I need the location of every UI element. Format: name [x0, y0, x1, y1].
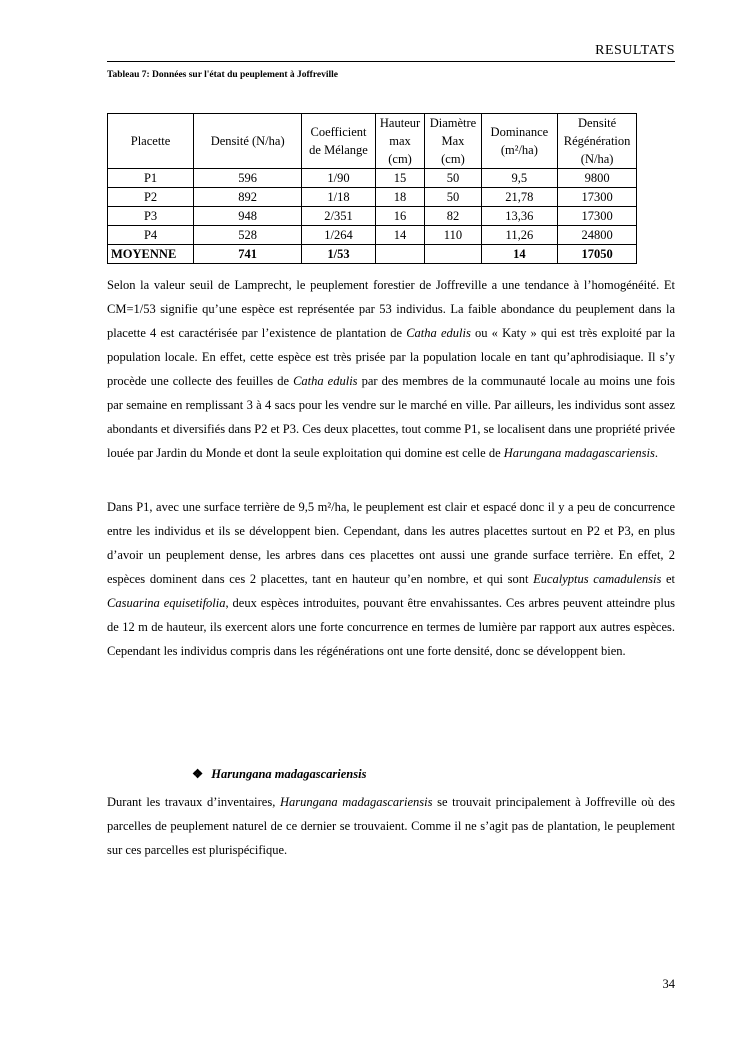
text-run: .	[654, 446, 658, 460]
table-cell: 50	[425, 169, 481, 188]
table-cell: 82	[425, 207, 481, 226]
table-cell: P4	[108, 226, 194, 245]
species-name: Harungana madagascariensis	[279, 795, 433, 809]
table-cell: 17300	[558, 188, 637, 207]
paragraph-harungana	[107, 790, 675, 862]
species-name: Catha edulis	[406, 326, 471, 340]
table-cell: 528	[194, 226, 302, 245]
paragraph-competition	[107, 495, 675, 663]
column-header: Densité (N/ha)	[194, 114, 302, 169]
table-cell: 50	[425, 188, 481, 207]
table-cell: 1/18	[302, 188, 376, 207]
text-run: ou « Katy » qui est très exploité par la population locale. En effet, cette espèce est très prisée par la population locale en tant qu’aphrodisiaque. Il s’y procède une collecte des feuilles de	[107, 326, 675, 388]
mean-label: MOYENNE	[108, 245, 194, 264]
table-cell: 9,5	[481, 169, 558, 188]
section-header: RESULTATS	[107, 42, 675, 62]
table-cell: 9800	[558, 169, 637, 188]
text-run: et	[661, 572, 675, 586]
table-cell: 16	[375, 207, 425, 226]
column-header: Placette	[108, 114, 194, 169]
table-cell: 596	[194, 169, 302, 188]
table-cell: 11,26	[481, 226, 558, 245]
column-header: Dominance (m²/ha)	[481, 114, 558, 169]
mean-row	[108, 245, 637, 264]
table-cell: 110	[425, 226, 481, 245]
column-header: Densité Régénération (N/ha)	[558, 114, 637, 169]
data-table	[107, 113, 637, 264]
table-row	[108, 226, 637, 245]
species-name: Catha edulis	[293, 374, 358, 388]
column-header: Hauteur max (cm)	[375, 114, 425, 169]
text-run: Selon la valeur seuil de Lamprecht, le peuplement forestier de Joffreville a une tendance à l’homogénéité. Et CM=1/53 signifie qu’une espèce est représentée par 53 individus. La faible abondance du peuplement dans la placette 4 est caractérisée par l’existence de plantation de	[107, 278, 675, 340]
column-header: Coefficient de Mélange	[302, 114, 376, 169]
species-name: Casuarina equisetifolia	[107, 596, 226, 610]
diamond-bullet-icon: ❖	[192, 767, 204, 781]
table-cell: 14	[481, 245, 558, 264]
subheading	[192, 764, 366, 784]
table-cell: P2	[108, 188, 194, 207]
table-cell: P3	[108, 207, 194, 226]
table-cell	[375, 245, 425, 264]
subheading-text: Harungana madagascariensis	[211, 767, 367, 781]
table-cell: 15	[375, 169, 425, 188]
table-cell: 892	[194, 188, 302, 207]
table-cell: 1/90	[302, 169, 376, 188]
table-cell: 18	[375, 188, 425, 207]
species-name: Eucalyptus camadulensis	[533, 572, 662, 586]
table-cell: 948	[194, 207, 302, 226]
table-caption: Tableau 7: Données sur l'état du peuplement à Joffreville	[107, 70, 338, 80]
text-run: Durant les travaux d’inventaires,	[107, 795, 280, 809]
table-row	[108, 207, 637, 226]
table-cell: 1/264	[302, 226, 376, 245]
table-cell: 17050	[558, 245, 637, 264]
table-row	[108, 169, 637, 188]
page-number: 34	[662, 977, 675, 991]
text-run: , deux espèces introduites, pouvant être envahissantes. Ces arbres peuvent atteindre plus de 12 m de hauteur, ils exercent alors une forte concurrence en termes de lumière par rapport aux autres espèces. Cependant les individus compris dans les régénérations ont une forte densité, donc se développent bien.	[107, 596, 675, 658]
column-header: Diamètre Max (cm)	[425, 114, 481, 169]
table-cell: 2/351	[302, 207, 376, 226]
text-run: se trouvait principalement à Joffreville où des parcelles de peuplement naturel de ce dernier se trouvaient. Comme il ne s’agit pas de plantation, le peuplement sur ces parcelles est plurispécifique.	[107, 795, 675, 857]
table-cell: 13,36	[481, 207, 558, 226]
paragraph-analysis	[107, 273, 675, 465]
table-cell: 14	[375, 226, 425, 245]
table-cell	[425, 245, 481, 264]
species-name: Harungana madagascariensis	[503, 446, 655, 460]
table-cell: 741	[194, 245, 302, 264]
table-row	[108, 188, 637, 207]
table-cell: P1	[108, 169, 194, 188]
table-cell: 17300	[558, 207, 637, 226]
table-cell: 24800	[558, 226, 637, 245]
text-run: Dans P1, avec une surface terrière de 9,5 m²/ha, le peuplement est clair et espacé donc il y a peu de concurrence entre les individus et ils se développent bien. Cependant, dans les autres placettes surtout en P2 et P3, en plus d’avoir un peuplement dense, les arbres dans ces placettes ont aussi une grande surface terrière. En effet, 2 espèces dominent dans ces 2 placettes, tant en hauteur qu’en nombre, et qui sont	[107, 500, 675, 586]
text-run: par des membres de la communauté locale au moins une fois par semaine en remplissant 3 à 4 sacs pour les vendre sur le marché en ville. Par ailleurs, les individus sont assez abondants et diversifiés dans P2 et P3. Ces deux placettes, tout comme P1, se localisent dans une propriété privée louée par Jardin du Monde et dont la seule exploitation qui domine est celle de	[107, 374, 675, 460]
table-cell: 1/53	[302, 245, 376, 264]
table-header-row	[108, 114, 637, 169]
table-cell: 21,78	[481, 188, 558, 207]
